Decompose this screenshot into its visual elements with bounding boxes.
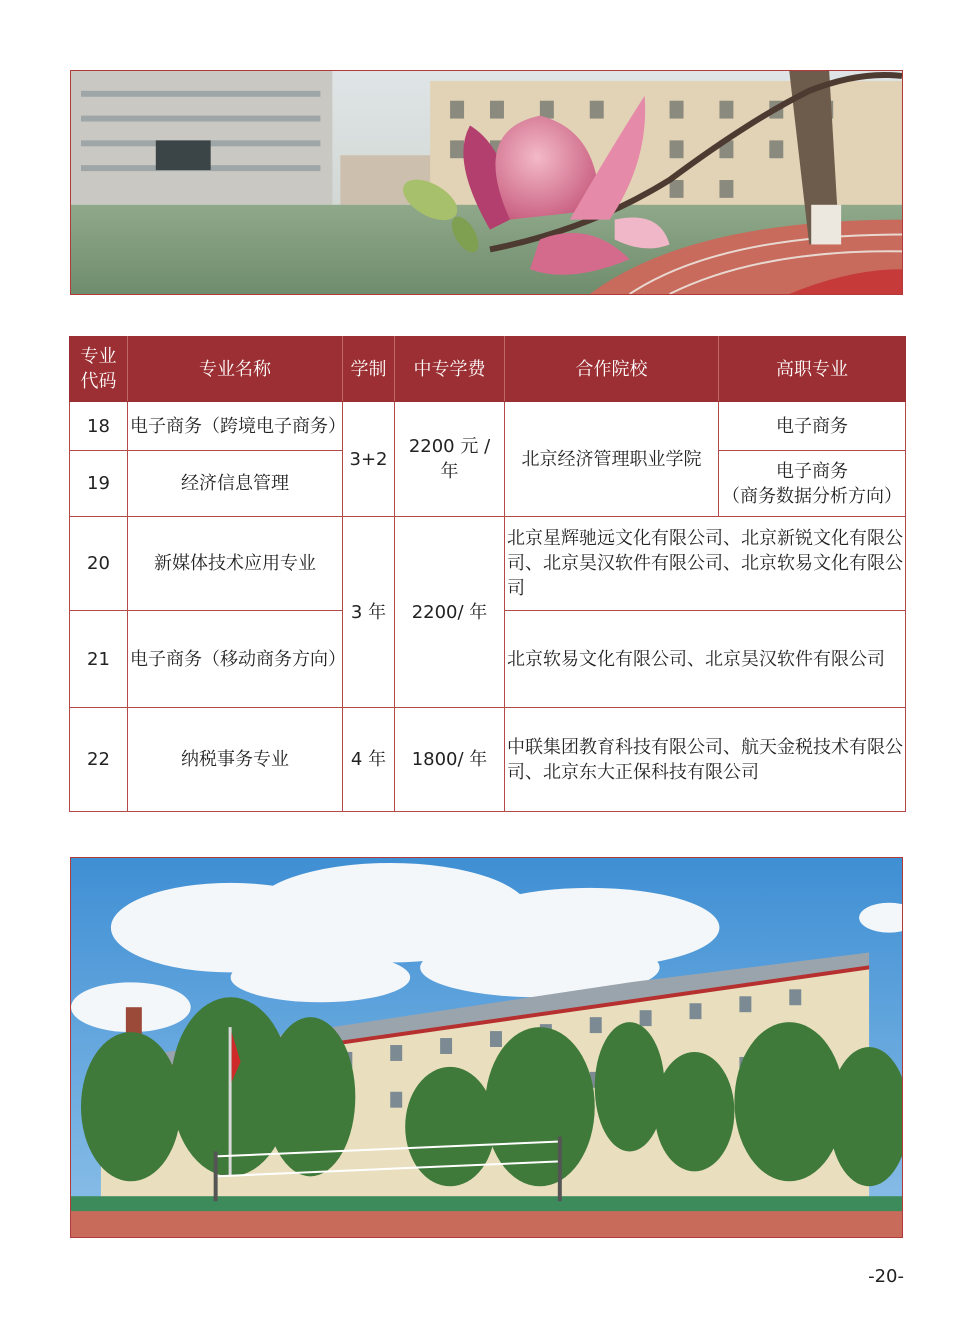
table-header-row	[70, 337, 906, 402]
duration-cell: 3 年	[343, 517, 395, 708]
header-higher-major: 高职专业	[719, 337, 906, 402]
higher-major-cell: 电子商务	[719, 402, 906, 451]
header-partner: 合作院校	[505, 337, 719, 402]
fee-cell: 1800/ 年	[395, 708, 505, 812]
majors-table	[69, 336, 906, 812]
header-fee: 中专学费	[395, 337, 505, 402]
duration-cell: 4 年	[343, 708, 395, 812]
partner-cell: 北京星辉驰远文化有限公司、北京新锐文化有限公司、北京昊汉软件有限公司、北京软易文化有限公司	[505, 517, 906, 611]
fee-cell: 2200 元 / 年	[395, 402, 505, 517]
duration-cell: 3+2	[343, 402, 395, 517]
header-duration: 学制	[343, 337, 395, 402]
code-cell: 21	[70, 611, 128, 708]
code-cell: 22	[70, 708, 128, 812]
header-code: 专业 代码	[70, 337, 128, 402]
fee-cell: 2200/ 年	[395, 517, 505, 708]
header-name: 专业名称	[128, 337, 343, 402]
name-cell: 电子商务（跨境电子商务）	[128, 402, 343, 451]
table-row	[70, 517, 906, 611]
name-cell: 新媒体技术应用专业	[128, 517, 343, 611]
partner-cell: 北京经济管理职业学院	[505, 402, 719, 517]
school-building-photo	[70, 857, 903, 1238]
name-cell: 电子商务（移动商务方向）	[128, 611, 343, 708]
magnolia-campus-photo	[70, 70, 903, 295]
page-number: -20-	[868, 1266, 904, 1287]
partner-cell: 中联集团教育科技有限公司、航天金税技术有限公司、北京东大正保科技有限公司	[505, 708, 906, 812]
table-row	[70, 708, 906, 812]
code-cell: 20	[70, 517, 128, 611]
name-cell: 经济信息管理	[128, 451, 343, 517]
higher-major-cell: 电子商务 （商务数据分析方向）	[719, 451, 906, 517]
code-cell: 19	[70, 451, 128, 517]
table-row	[70, 402, 906, 451]
code-cell: 18	[70, 402, 128, 451]
name-cell: 纳税事务专业	[128, 708, 343, 812]
partner-cell: 北京软易文化有限公司、北京昊汉软件有限公司	[505, 611, 906, 708]
